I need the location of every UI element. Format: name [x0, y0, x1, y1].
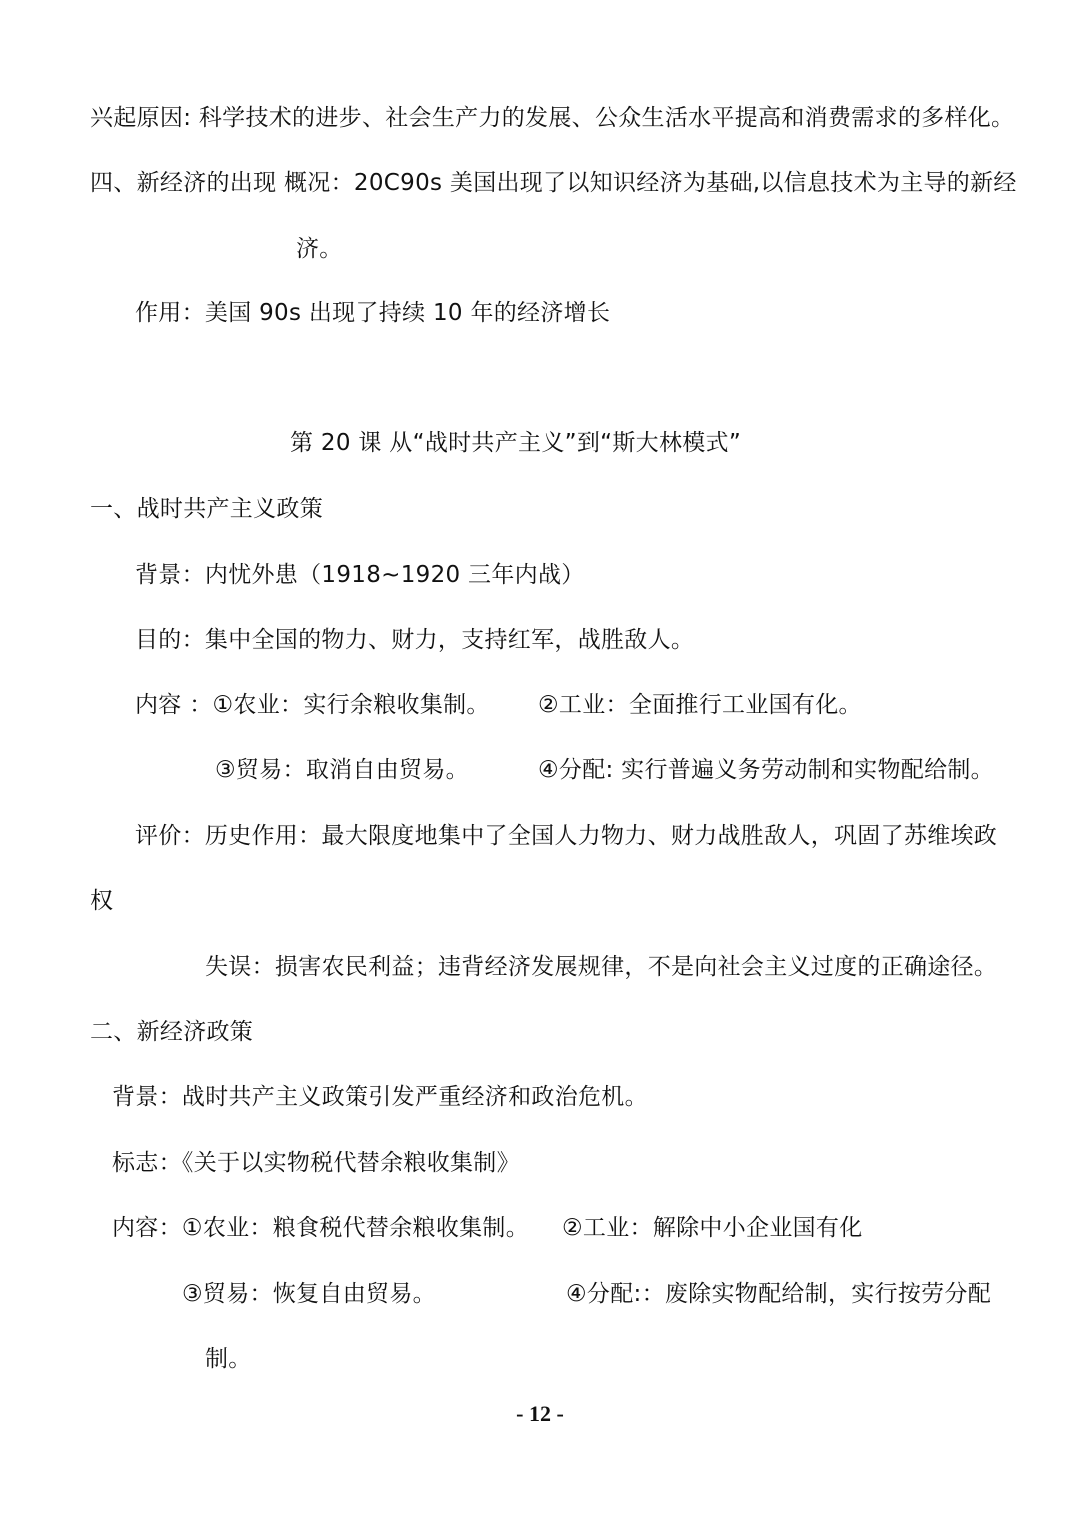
text-line-war-communism-content-trade: ③贸易：取消自由贸易。	[215, 757, 469, 783]
text-line-war-communism-evaluation: 评价：历史作用：最大限度地集中了全国人力物力、财力战胜敌人，巩固了苏维埃政	[135, 823, 998, 849]
text-line-new-economy-effect: 作用：美国 90s 出现了持续 10 年的经济增长	[135, 300, 611, 326]
text-line-war-communism-background: 背景：内忧外患（1918~1920 三年内战）	[135, 562, 585, 588]
text-line-war-communism-purpose: 目的：集中全国的物力、财力，支持红军，战胜敌人。	[135, 627, 695, 653]
text-line-rise-reasons: 兴起原因: 科学技术的进步、社会生产力的发展、公众生活水平提高和消费需求的多样化。	[90, 105, 1015, 131]
text-line-nep-content-distribution: ④分配:：废除实物配给制，实行按劳分配	[566, 1281, 992, 1307]
text-line-nep-content-agriculture: 内容：①农业：粮食税代替余粮收集制。	[112, 1215, 530, 1241]
text-line-nep-background: 背景：战时共产主义政策引发严重经济和政治危机。	[112, 1084, 648, 1110]
text-line-nep-content-distribution-cont: 制。	[205, 1346, 252, 1372]
text-line-nep-content-industry: ②工业：解除中小企业国有化	[562, 1215, 863, 1241]
text-line-nep-marker: 标志：《关于以实物税代替余粮收集制》	[112, 1150, 520, 1176]
text-line-new-economy-overview: 四、新经济的出现 概况：20C90s 美国出现了以知识经济为基础,以信息技术为主导的新经	[90, 170, 1017, 196]
text-line-war-communism-mistakes: 失误：损害农民利益；违背经济发展规律，不是向社会主义过度的正确途径。	[205, 954, 998, 980]
text-line-war-communism-evaluation-cont: 权	[90, 888, 114, 914]
text-line-war-communism-content-industry: ②工业：全面推行工业国有化。	[538, 692, 862, 718]
text-line-war-communism-content-agriculture: 内容 ：①农业：实行余粮收集制。	[135, 692, 490, 718]
text-line-new-economy-overview-cont: 济。	[296, 236, 343, 262]
section-heading-new-economic-policy: 二、新经济政策	[90, 1019, 254, 1045]
text-line-nep-content-trade: ③贸易：恢复自由贸易。	[182, 1281, 436, 1307]
text-line-war-communism-content-distribution: ④分配: 实行普遍义务劳动制和实物配给制。	[538, 757, 994, 783]
section-heading-war-communism: 一、战时共产主义政策	[90, 496, 323, 522]
page-number: - 12 -	[516, 1401, 564, 1426]
lesson-title: 第 20 课 从“战时共产主义”到“斯大林模式”	[290, 430, 742, 456]
